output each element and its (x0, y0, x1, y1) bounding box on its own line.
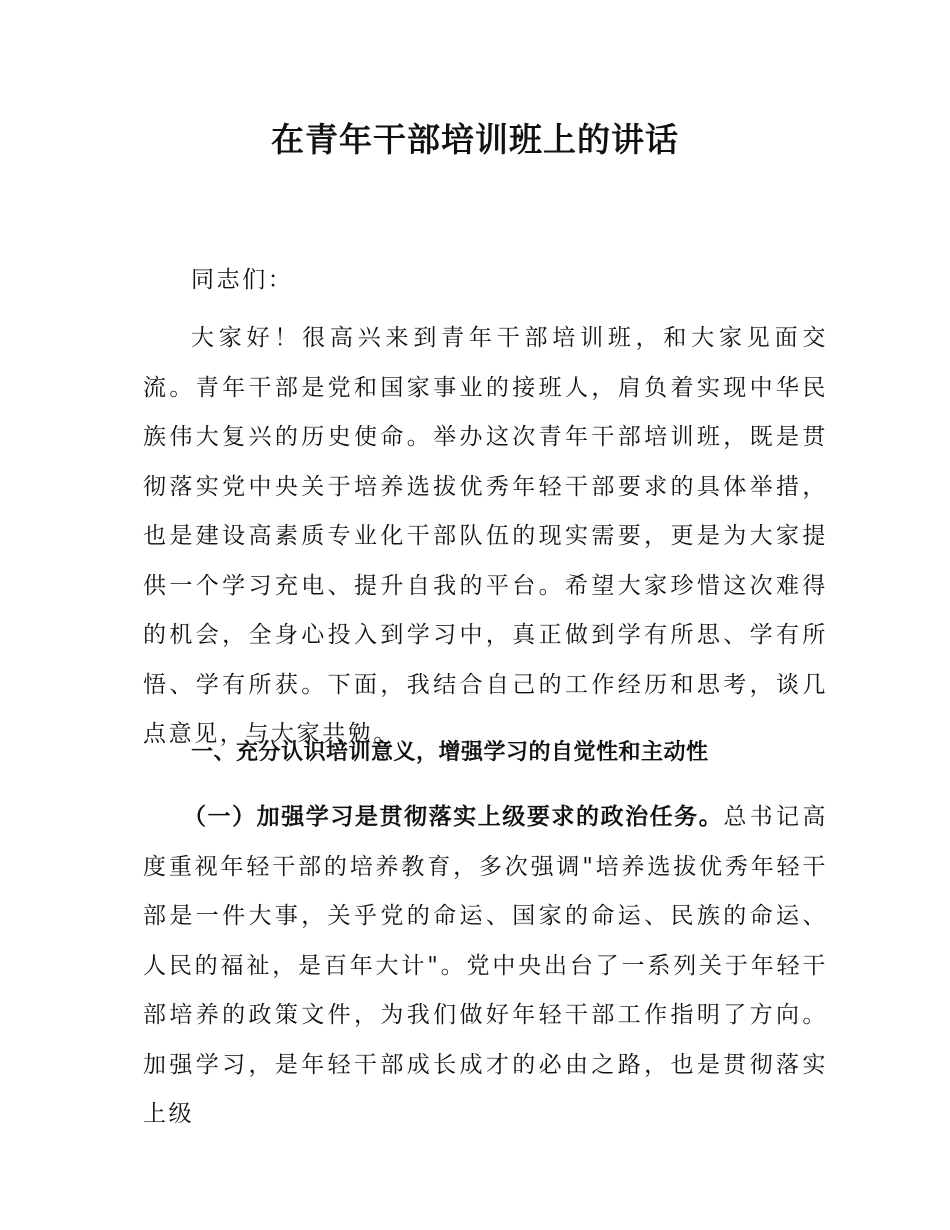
page-title: 在青年干部培训班上的讲话 (271, 120, 679, 159)
section-heading-1: 一、充分认识培训意义，增强学习的自觉性和主动性 (191, 740, 709, 765)
subsection-1-body: 总书记高度重视年轻干部的培养教育，多次强调"培养选拔优秀年轻干部是一件大事，关乎党的命运、国家的命运、民族的命运、人民的福祉，是百年大计"。党中央出台了一系列关于年轻干部培养的政策文件，为我们做好年轻干部工作指明了方向。加强学习，是年轻干部成长成才的必由之路，也是贯彻落实上级 (143, 804, 828, 1127)
salutation: 同志们： (191, 267, 294, 293)
paragraph-opening: 大家好！很高兴来到青年干部培训班，和大家见面交流。青年干部是党和国家事业的接班人，肩负着实现中华民族伟大复兴的历史使命。举办这次青年干部培训班，既是贯彻落实党中央关于培养选拔优秀年轻干部要求的具体举措，也是建设高素质专业化干部队伍的现实需要，更是为大家提供一个学习充电、提升自我的平台。希望大家珍惜这次难得的机会，全身心投入到学习中，真正做到学有所思、学有所悟、学有所获。下面，我结合自己的工作经历和思考，谈几点意见，与大家共勉。 (143, 325, 828, 747)
paragraph-subsection-1 (143, 793, 828, 1140)
subsection-heading-1: （一）加强学习是贯彻落实上级要求的政治任务。 (183, 804, 724, 830)
